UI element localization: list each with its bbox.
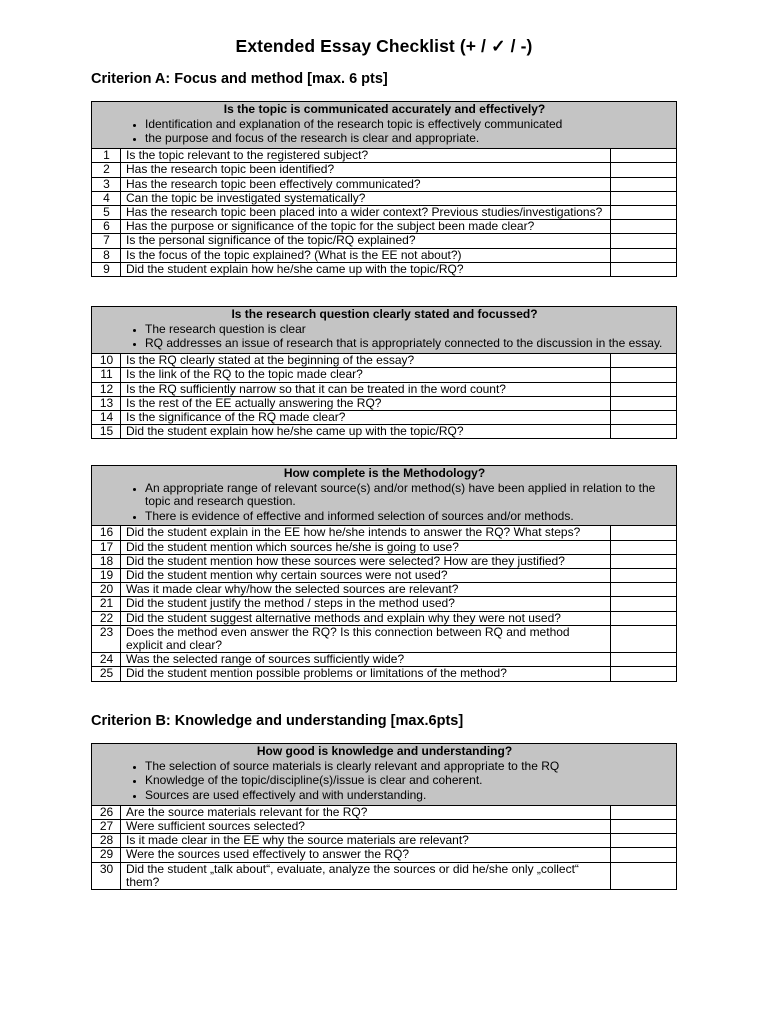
table-row xyxy=(92,540,677,554)
table-row xyxy=(92,653,677,667)
table-row xyxy=(92,368,677,382)
criteria-bullet: • the purpose and focus of the research is clear and appropriate. xyxy=(145,132,672,145)
item-question: Is it made clear in the EE why the source materials are relevant? xyxy=(121,834,611,848)
table-row xyxy=(92,205,677,219)
rating-cell[interactable] xyxy=(611,834,677,848)
document-title: Extended Essay Checklist (+ / ✓ / -) xyxy=(235,36,533,56)
rating-cell[interactable] xyxy=(611,410,677,424)
table-row xyxy=(92,848,677,862)
section-header-row xyxy=(92,307,677,354)
rating-cell[interactable] xyxy=(611,848,677,862)
item-number: 9 xyxy=(92,262,121,276)
table-row xyxy=(92,220,677,234)
rating-cell[interactable] xyxy=(611,396,677,410)
item-question: Is the link of the RQ to the topic made clear? xyxy=(121,368,611,382)
table-row xyxy=(92,820,677,834)
item-number: 3 xyxy=(92,177,121,191)
item-question: Is the focus of the topic explained? (What is the EE not about?) xyxy=(121,248,611,262)
item-number: 5 xyxy=(92,205,121,219)
table-row xyxy=(92,149,677,163)
item-number: 4 xyxy=(92,191,121,205)
criteria-bullet: • Knowledge of the topic/discipline(s)/issue is clear and coherent. xyxy=(145,774,672,787)
item-question: Did the student mention how these sources were selected? How are they justified? xyxy=(121,554,611,568)
criterion-b-heading: Criterion B: Knowledge and understanding [max.6pts] xyxy=(91,713,464,729)
rating-cell[interactable] xyxy=(611,149,677,163)
item-question: Did the student explain how he/she came up with the topic/RQ? xyxy=(121,262,611,276)
item-number: 16 xyxy=(92,526,121,540)
item-number: 6 xyxy=(92,220,121,234)
item-question: Did the student explain in the EE how he/she intends to answer the RQ? What steps? xyxy=(121,526,611,540)
item-number: 20 xyxy=(92,583,121,597)
section-header-cell xyxy=(92,307,677,354)
rating-cell[interactable] xyxy=(611,526,677,540)
rating-cell[interactable] xyxy=(611,163,677,177)
item-question: Is the RQ clearly stated at the beginning of the essay? xyxy=(121,354,611,368)
table-row xyxy=(92,354,677,368)
item-number: 27 xyxy=(92,820,121,834)
rating-cell[interactable] xyxy=(611,820,677,834)
section-question: Is the research question clearly stated and focussed? xyxy=(231,307,538,321)
checklist-table-knowledge xyxy=(91,743,677,890)
rating-cell[interactable] xyxy=(611,425,677,439)
item-number: 23 xyxy=(92,625,121,652)
criteria-bullet: • RQ addresses an issue of research that is appropriately connected to the discussion in the essay. xyxy=(145,337,672,350)
checklist-table-methodology xyxy=(91,465,677,682)
item-question: Has the purpose or significance of the topic for the subject been made clear? xyxy=(121,220,611,234)
rating-cell[interactable] xyxy=(611,568,677,582)
item-number: 26 xyxy=(92,805,121,819)
item-question: Is the significance of the RQ made clear? xyxy=(121,410,611,424)
item-question: Were the sources used effectively to answer the RQ? xyxy=(121,848,611,862)
item-question: Has the research topic been placed into a wider context? Previous studies/investigations? xyxy=(121,205,611,219)
table-row xyxy=(92,568,677,582)
table-row xyxy=(92,526,677,540)
section-header-cell xyxy=(92,102,677,149)
item-number: 2 xyxy=(92,163,121,177)
criteria-bullet: • An appropriate range of relevant source(s) and/or method(s) have been applied in relation to the topic and research question. xyxy=(145,482,672,508)
rating-cell[interactable] xyxy=(611,248,677,262)
table-row xyxy=(92,234,677,248)
item-number: 10 xyxy=(92,354,121,368)
item-question: Can the topic be investigated systematically? xyxy=(121,191,611,205)
item-number: 30 xyxy=(92,862,121,889)
criteria-bullet: • Identification and explanation of the research topic is effectively communicated xyxy=(145,118,672,131)
criteria-bullet: • The research question is clear xyxy=(145,323,672,336)
rating-cell[interactable] xyxy=(611,220,677,234)
item-question: Is the rest of the EE actually answering the RQ? xyxy=(121,396,611,410)
section-header-row xyxy=(92,466,677,526)
item-number: 17 xyxy=(92,540,121,554)
rating-cell[interactable] xyxy=(611,805,677,819)
criteria-bullet: • The selection of source materials is clearly relevant and appropriate to the RQ xyxy=(145,760,672,773)
rating-cell[interactable] xyxy=(611,667,677,681)
item-question: Is the personal significance of the topic/RQ explained? xyxy=(121,234,611,248)
rating-cell[interactable] xyxy=(611,177,677,191)
item-number: 13 xyxy=(92,396,121,410)
item-question: Was it made clear why/how the selected sources are relevant? xyxy=(121,583,611,597)
criteria-bullet-list xyxy=(97,118,672,146)
criteria-bullet: • There is evidence of effective and informed selection of sources and/or methods. xyxy=(145,510,672,523)
rating-cell[interactable] xyxy=(611,191,677,205)
item-number: 19 xyxy=(92,568,121,582)
section-header-row xyxy=(92,744,677,806)
section-header-cell xyxy=(92,744,677,806)
criterion-a-heading: Criterion A: Focus and method [max. 6 pts] xyxy=(91,71,388,87)
item-question: Did the student mention why certain sources were not used? xyxy=(121,568,611,582)
table-row xyxy=(92,410,677,424)
table-row xyxy=(92,248,677,262)
checklist-table-research-question xyxy=(91,306,677,439)
table-row xyxy=(92,191,677,205)
item-number: 8 xyxy=(92,248,121,262)
table-row xyxy=(92,163,677,177)
item-number: 11 xyxy=(92,368,121,382)
table-row xyxy=(92,667,677,681)
table-row xyxy=(92,382,677,396)
item-question: Did the student explain how he/she came up with the topic/RQ? xyxy=(121,425,611,439)
section-question: How complete is the Methodology? xyxy=(283,466,486,480)
item-question: Did the student justify the method / steps in the method used? xyxy=(121,597,611,611)
item-question: Were sufficient sources selected? xyxy=(121,820,611,834)
criteria-bullet-list xyxy=(97,482,672,523)
table-row xyxy=(92,625,677,652)
item-number: 15 xyxy=(92,425,121,439)
item-number: 22 xyxy=(92,611,121,625)
table-row xyxy=(92,862,677,889)
item-number: 21 xyxy=(92,597,121,611)
table-row xyxy=(92,583,677,597)
rating-cell[interactable] xyxy=(611,653,677,667)
table-row xyxy=(92,177,677,191)
criteria-bullet: • Sources are used effectively and with understanding. xyxy=(145,789,672,802)
item-question: Did the student suggest alternative methods and explain why they were not used? xyxy=(121,611,611,625)
item-number: 18 xyxy=(92,554,121,568)
item-number: 12 xyxy=(92,382,121,396)
item-number: 1 xyxy=(92,149,121,163)
rating-cell[interactable] xyxy=(611,625,677,652)
item-question: Did the student „talk about“, evaluate, analyze the sources or did he/she only „collect“ them? xyxy=(121,862,611,889)
table-row xyxy=(92,396,677,410)
table-row xyxy=(92,611,677,625)
rating-cell[interactable] xyxy=(611,354,677,368)
item-question: Did the student mention which sources he/she is going to use? xyxy=(121,540,611,554)
table-row xyxy=(92,805,677,819)
item-number: 24 xyxy=(92,653,121,667)
rating-cell[interactable] xyxy=(611,611,677,625)
table-row xyxy=(92,554,677,568)
section-question: Is the topic is communicated accurately and effectively? xyxy=(223,102,546,116)
item-number: 28 xyxy=(92,834,121,848)
section-header-row xyxy=(92,102,677,149)
item-question: Has the research topic been effectively communicated? xyxy=(121,177,611,191)
item-question: Are the source materials relevant for the RQ? xyxy=(121,805,611,819)
table-row xyxy=(92,597,677,611)
item-question: Is the topic relevant to the registered subject? xyxy=(121,149,611,163)
criteria-bullet-list xyxy=(97,323,672,351)
rating-cell[interactable] xyxy=(611,583,677,597)
section-header-cell xyxy=(92,466,677,526)
rating-cell[interactable] xyxy=(611,862,677,889)
rating-cell[interactable] xyxy=(611,597,677,611)
table-row xyxy=(92,834,677,848)
rating-cell[interactable] xyxy=(611,554,677,568)
item-question: Has the research topic been identified? xyxy=(121,163,611,177)
rating-cell[interactable] xyxy=(611,540,677,554)
table-row xyxy=(92,262,677,276)
checklist-table-topic xyxy=(91,101,677,277)
item-number: 25 xyxy=(92,667,121,681)
criteria-bullet-list xyxy=(97,760,672,803)
item-number: 7 xyxy=(92,234,121,248)
item-number: 14 xyxy=(92,410,121,424)
item-question: Is the RQ sufficiently narrow so that it can be treated in the word count? xyxy=(121,382,611,396)
rating-cell[interactable] xyxy=(611,234,677,248)
rating-cell[interactable] xyxy=(611,262,677,276)
item-number: 29 xyxy=(92,848,121,862)
rating-cell[interactable] xyxy=(611,368,677,382)
item-question: Was the selected range of sources sufficiently wide? xyxy=(121,653,611,667)
item-question: Does the method even answer the RQ? Is this connection between RQ and method explicit and clear? xyxy=(121,625,611,652)
item-question: Did the student mention possible problems or limitations of the method? xyxy=(121,667,611,681)
rating-cell[interactable] xyxy=(611,205,677,219)
rating-cell[interactable] xyxy=(611,382,677,396)
section-question: How good is knowledge and understanding? xyxy=(256,744,513,758)
table-row xyxy=(92,425,677,439)
